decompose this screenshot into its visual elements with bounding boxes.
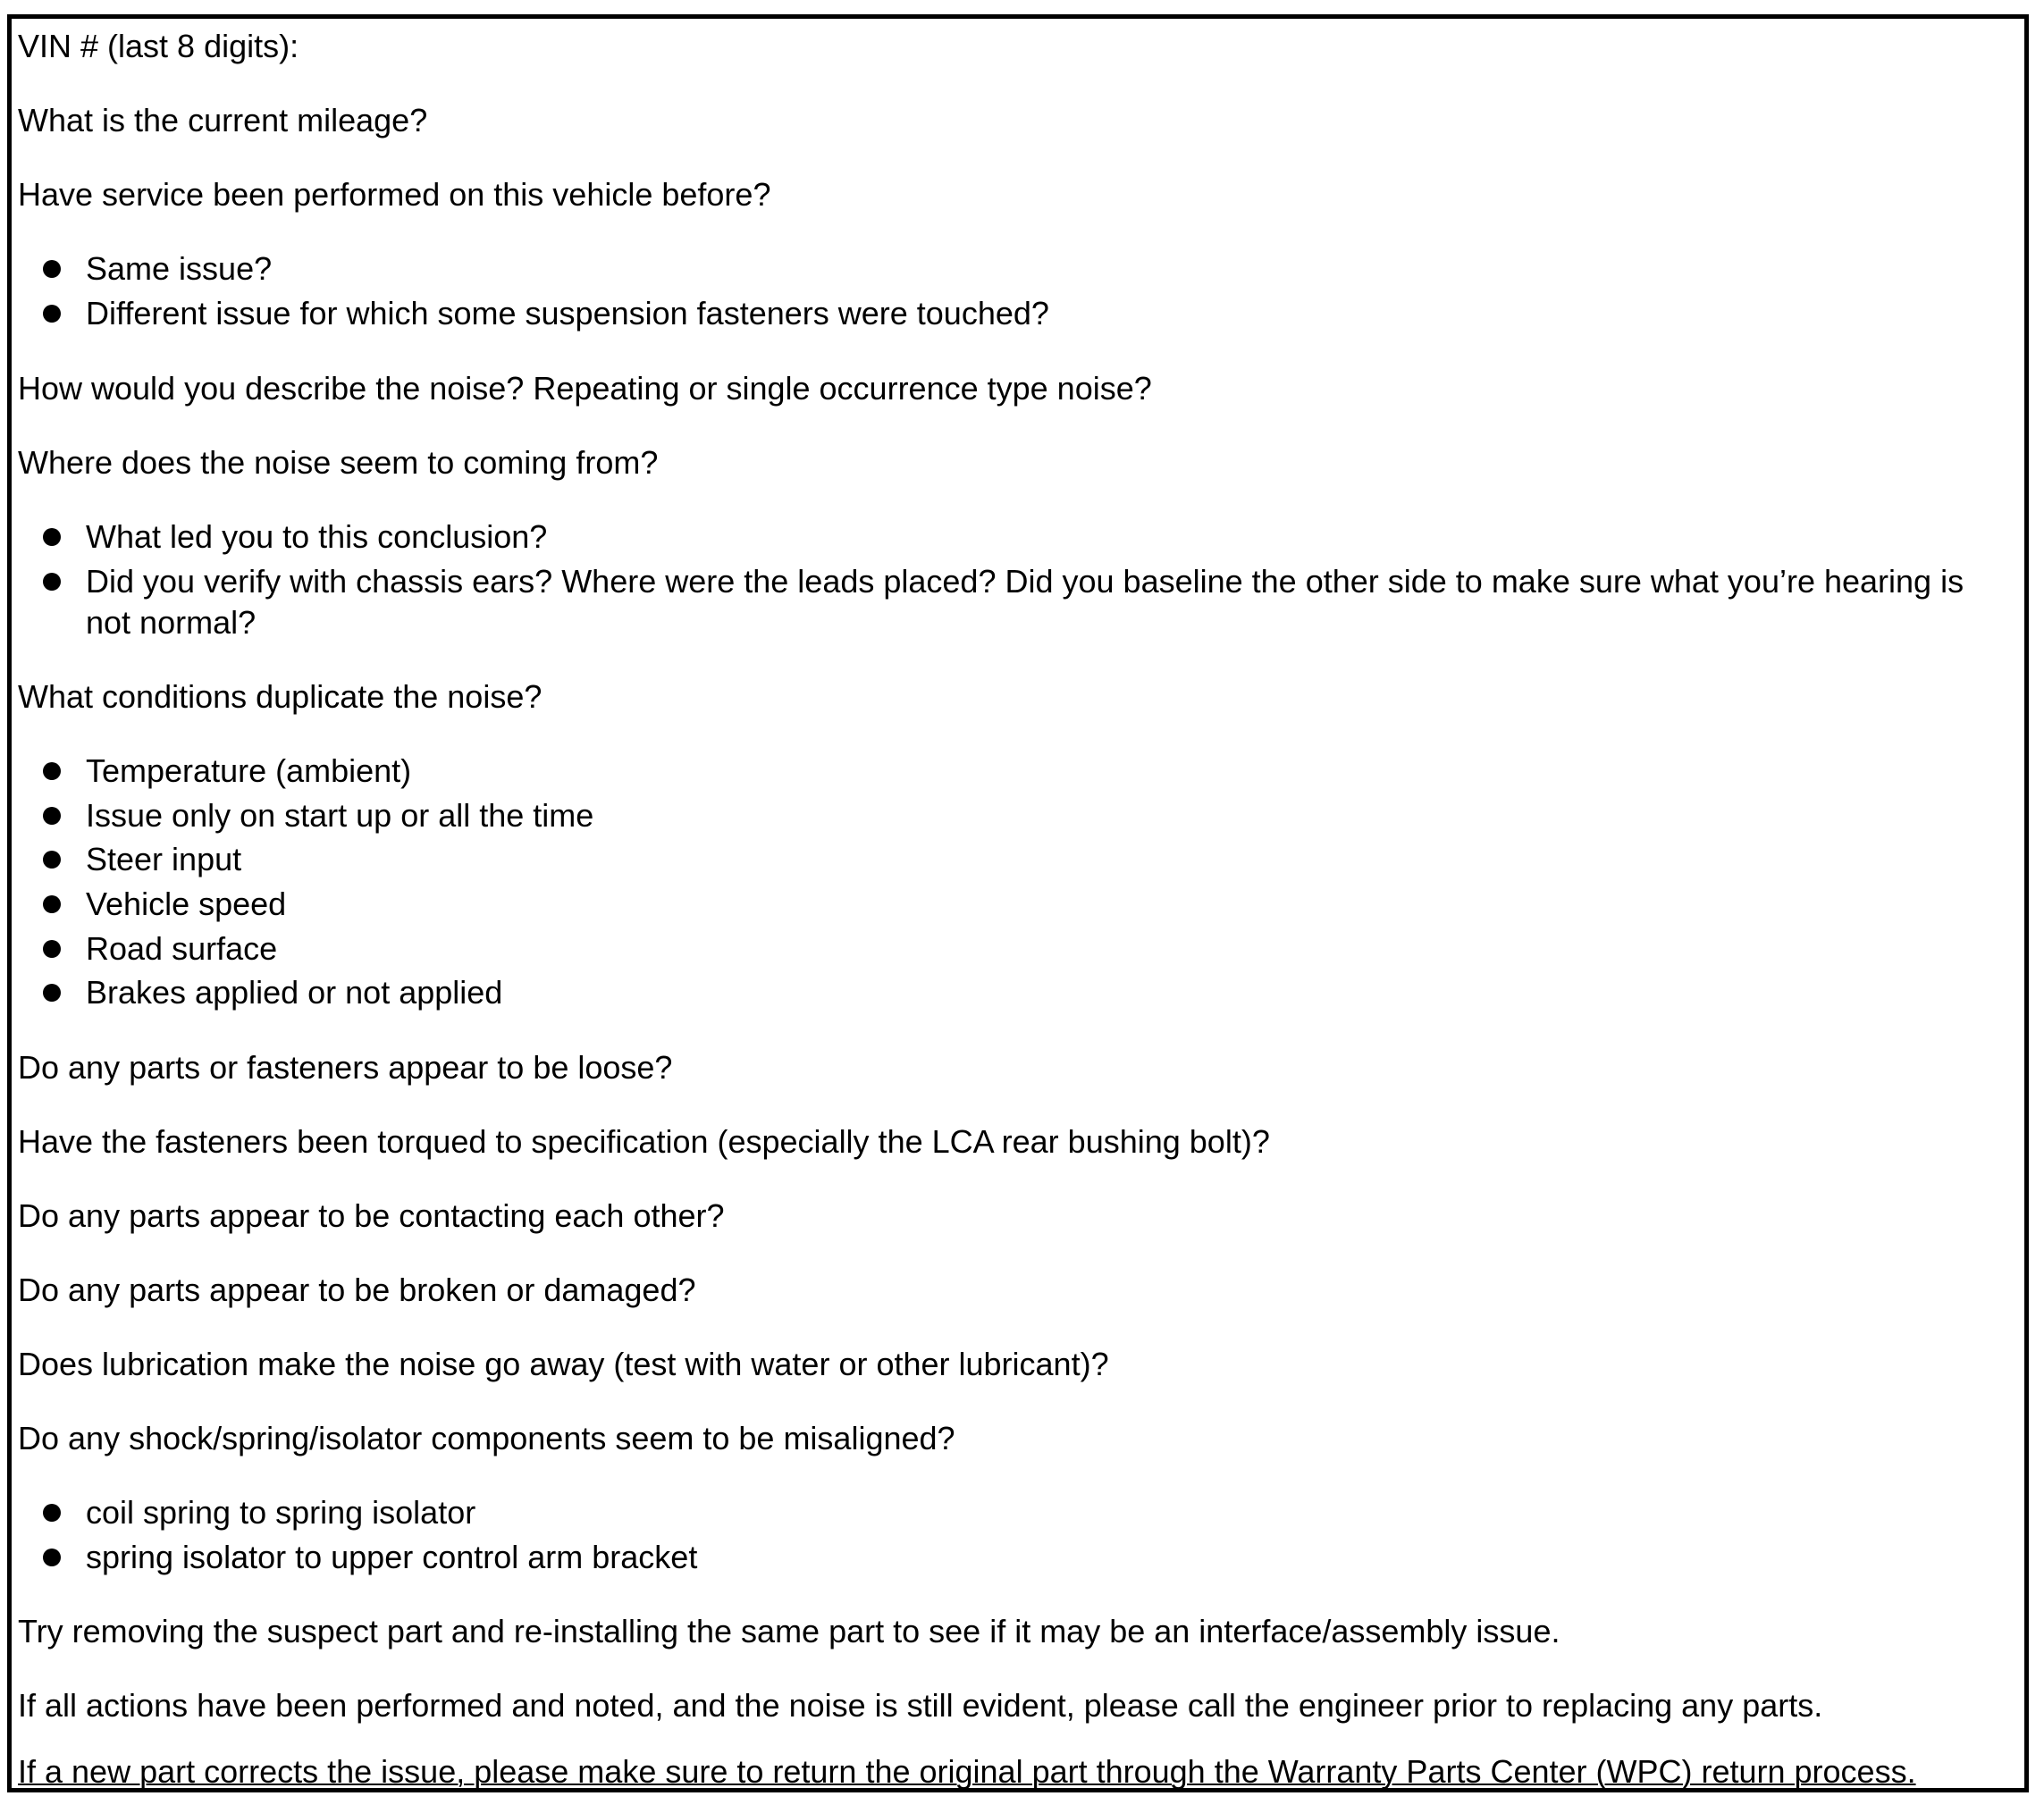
bullet-dot [43,260,61,278]
bullet-dot [43,851,61,869]
torque-question: Have the fasteners been torqued to specification (especially the LCA rear bushing bolt)? [18,1123,1270,1160]
bullet-vehicle-speed: Vehicle speed [86,886,287,922]
reinstall-instruction: Try removing the suspect part and re-installing the same part to see if it may be an interface/assembly issue. [18,1613,1560,1649]
bullet-dot [43,895,61,913]
broken-question: Do any parts appear to be broken or damaged? [18,1272,696,1308]
bullet-temperature: Temperature (ambient) [86,752,412,789]
bullet-road-surface: Road surface [86,930,278,967]
bullet-dot [43,1549,61,1566]
bullet-dot [43,807,61,825]
mileage-question: What is the current mileage? [18,102,428,138]
bullet-dot [43,305,61,323]
noise-description-question: How would you describe the noise? Repeating or single occurrence type noise? [18,370,1152,407]
noise-location-question: Where does the noise seem to coming from? [18,444,659,481]
lubrication-question: Does lubrication make the noise go away (test with water or other lubricant)? [18,1346,1109,1382]
misaligned-question: Do any shock/spring/isolator components seem to be misaligned? [18,1420,955,1456]
conditions-question: What conditions duplicate the noise? [18,678,543,715]
service-question: Have service been performed on this vehicle before? [18,176,771,213]
bullet-dot [43,984,61,1002]
bullet-dot [43,528,61,546]
bullet-startup: Issue only on start up or all the time [86,797,594,834]
bullet-different-issue: Different issue for which some suspension fasteners were touched? [86,295,1049,332]
bullet-chassis-ears: Did you verify with chassis ears? Where were the leads placed? Did you baseline the other side to make sure what you’re hearing is not normal? [86,563,1964,641]
bullet-dot [43,1504,61,1522]
bullet-steer-input: Steer input [86,841,242,877]
bullet-conclusion: What led you to this conclusion? [86,518,548,555]
bullet-dot [43,762,61,780]
contacting-question: Do any parts appear to be contacting each other? [18,1197,725,1234]
bullet-spring-isolator: spring isolator to upper control arm bracket [86,1539,698,1575]
bullet-same-issue: Same issue? [86,250,273,287]
loose-parts-question: Do any parts or fasteners appear to be loose? [18,1049,673,1086]
vin-line: VIN # (last 8 digits): [18,28,299,64]
wpc-return-instruction: If a new part corrects the issue, please make sure to return the original part through the Warranty Parts Center (WPC) return process. [18,1753,1916,1790]
bullet-dot [43,573,61,591]
call-engineer-instruction: If all actions have been performed and noted, and the noise is still evident, please call the engineer prior to replacing any parts. [18,1687,1823,1724]
bullet-brakes: Brakes applied or not applied [86,974,503,1011]
bullet-coil-spring: coil spring to spring isolator [86,1494,476,1531]
bullet-dot [43,940,61,958]
